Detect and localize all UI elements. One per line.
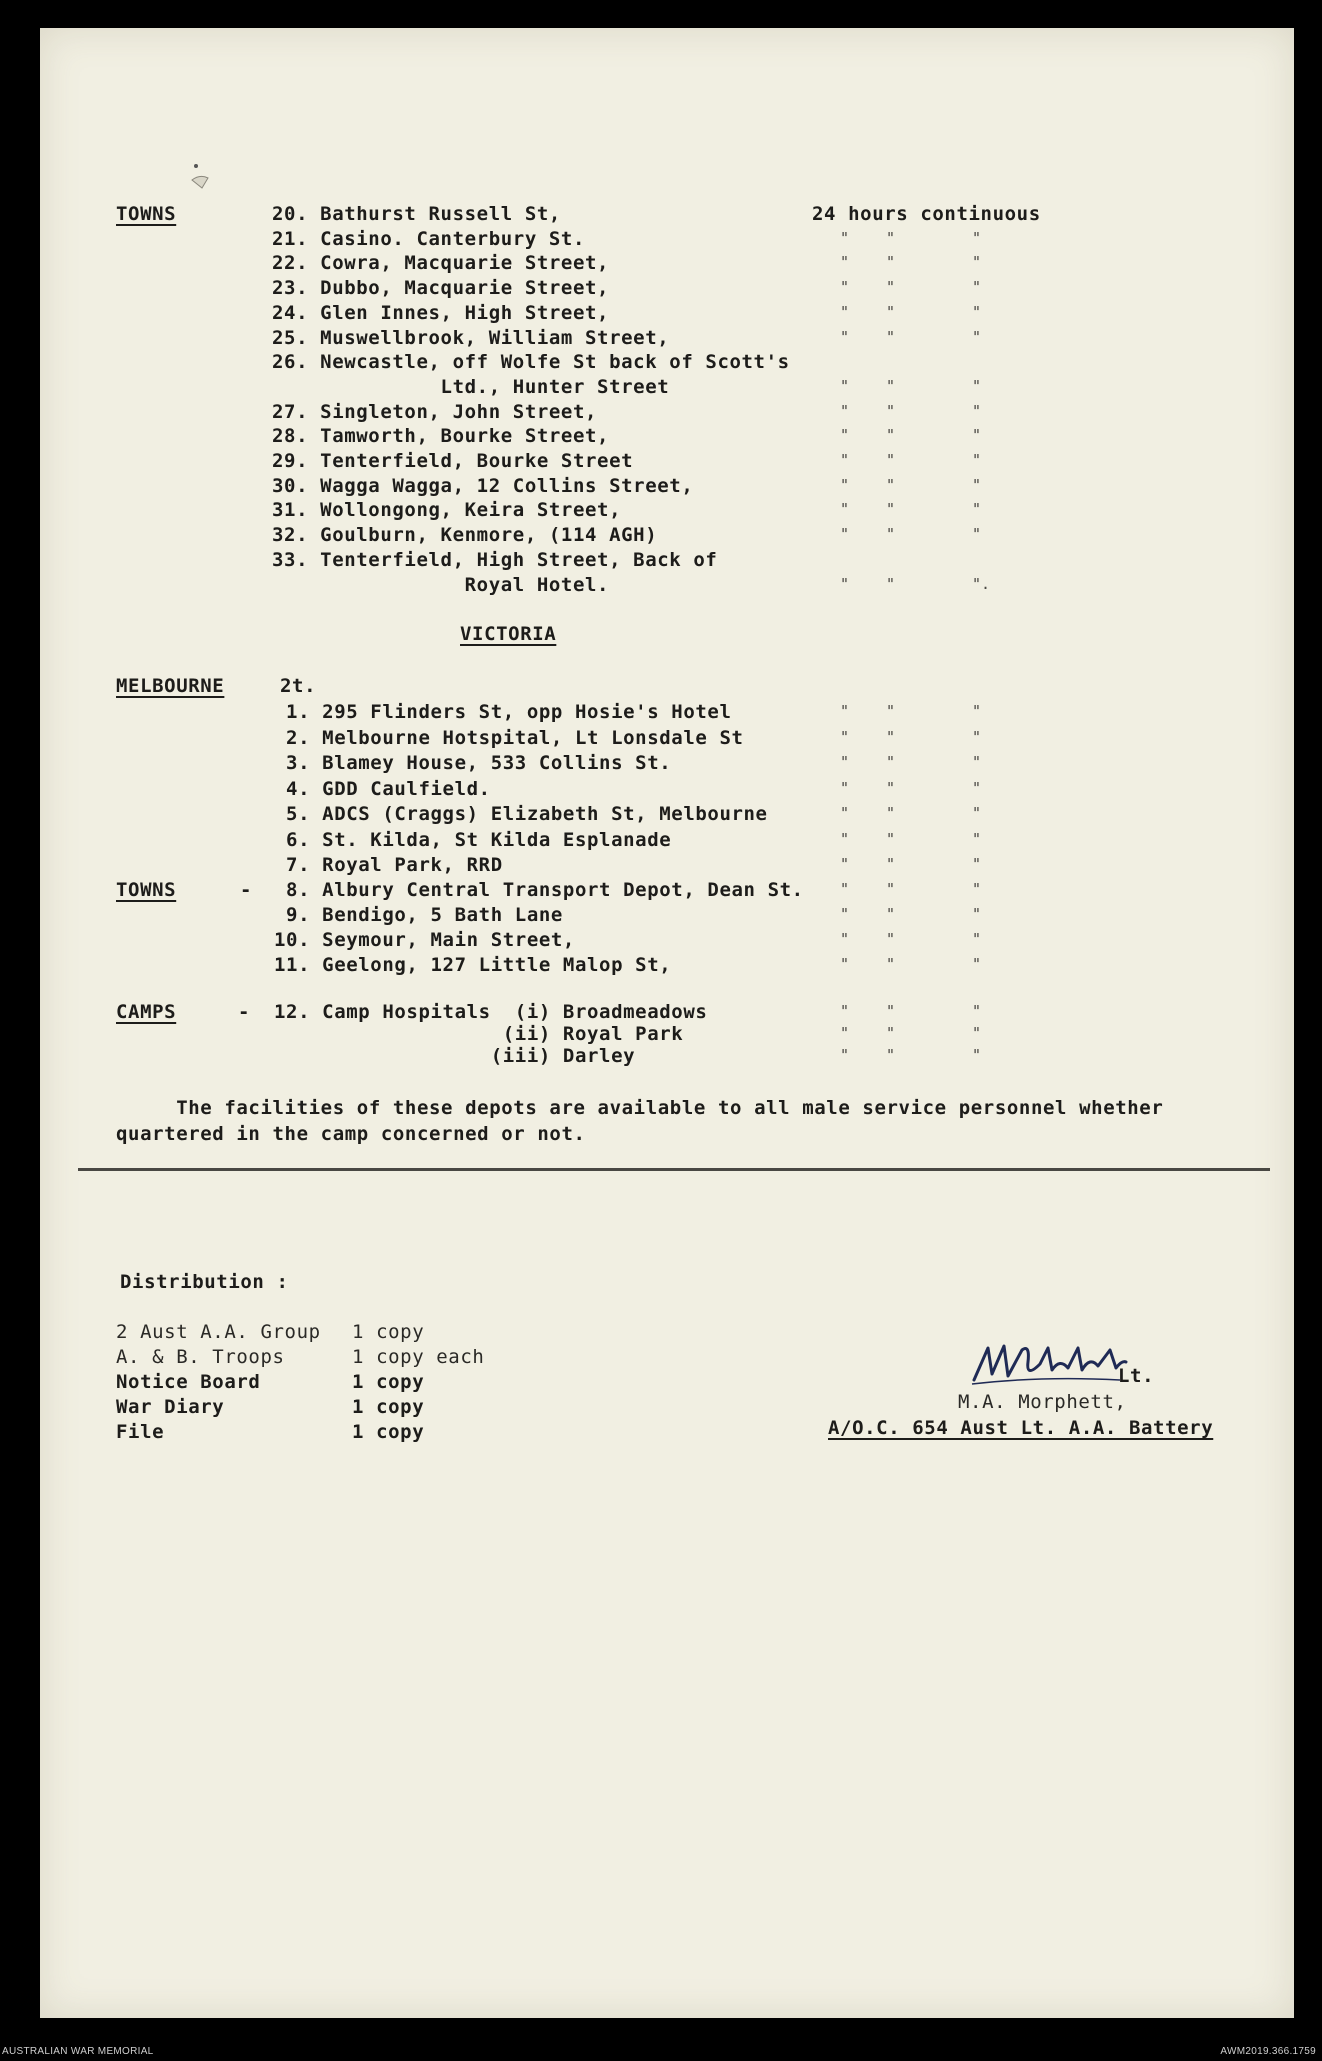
nsw-town-entry: 27. Singleton, John Street,: [272, 400, 598, 423]
nsw-town-entry: 26. Newcastle, off Wolfe St back of Scott's: [272, 351, 790, 374]
camp-hospital-ditto-2: ": [886, 1046, 896, 1064]
nsw-town-ditto-1: ": [840, 278, 850, 297]
camp-hospital-ditto-2: ": [886, 1024, 896, 1042]
signature-name: M.A. Morphett,: [958, 1391, 1127, 1413]
nsw-town-ditto-3: ": [972, 253, 982, 272]
vic-town-ditto-3: ": [972, 880, 982, 898]
nsw-town-ditto-3: ": [972, 228, 982, 247]
nsw-town-ditto-3: ": [972, 525, 982, 544]
melbourne-depot-ditto-1: ": [840, 855, 850, 873]
closing-note-line-2: quartered in the camp concerned or not.: [116, 1123, 586, 1145]
melbourne-depot-entry: 2. Melbourne Hotspital, Lt Lonsdale St: [274, 726, 744, 749]
document-page: [40, 28, 1294, 2018]
nsw-town-entry: Royal Hotel.: [272, 573, 610, 596]
nsw-town-ditto-1: ": [840, 500, 850, 519]
camp-hospital-ditto-2: ": [886, 1002, 896, 1020]
nsw-town-ditto-2: ": [886, 451, 896, 469]
nsw-town-entry: 21. Casino. Canterbury St.: [272, 227, 586, 250]
vic-town-entry: 10. Seymour, Main Street,: [274, 929, 575, 951]
nsw-town-ditto-2: ": [886, 253, 896, 272]
nsw-town-entry: 32. Goulburn, Kenmore, (114 AGH): [272, 524, 658, 547]
nsw-town-ditto-2: ": [886, 278, 896, 297]
distribution-copies: 1 copy each: [352, 1346, 485, 1368]
nsw-town-ditto-3: ": [972, 475, 982, 494]
melbourne-depot-entry: 1. 295 Flinders St, opp Hosie's Hotel: [274, 701, 732, 723]
continuous-hours-note: 24 hours continuous: [812, 203, 1041, 225]
melbourne-heading: MELBOURNE: [116, 675, 225, 697]
nsw-town-ditto-1: ": [840, 451, 850, 469]
vic-town-entry: 11. Geelong, 127 Little Malop St,: [274, 954, 672, 976]
camp-hospital-entry: (ii) Royal Park: [274, 1023, 684, 1045]
nsw-town-ditto-2: ": [886, 228, 896, 247]
nsw-town-ditto-1: ": [840, 426, 850, 445]
nsw-town-ditto-1: ": [840, 302, 850, 321]
nsw-town-entry: 20. Bathurst Russell St,: [272, 203, 561, 225]
vic-town-ditto-1: ": [840, 880, 850, 898]
camp-hospital-ditto-1: ": [840, 1002, 850, 1020]
nsw-town-ditto-1: ": [840, 401, 850, 420]
footer-credit: AUSTRALIAN WAR MEMORIAL: [2, 2046, 154, 2057]
camp-hospital-entry: 12. Camp Hospitals (i) Broadmeadows: [274, 1001, 708, 1023]
nsw-town-ditto-2: ": [886, 376, 896, 395]
vic-town-entry: 8. Albury Central Transport Depot, Dean St.: [274, 879, 804, 901]
melbourne-depot-entry: 7. Royal Park, RRD: [274, 854, 503, 876]
nsw-town-ditto-1: ": [840, 327, 850, 346]
melbourne-depot-ditto-3: ": [972, 778, 982, 797]
vic-town-ditto-1: ": [840, 930, 850, 948]
punch-hole-mark: [188, 160, 214, 190]
signature-title: A/O.C. 654 Aust Lt. A.A. Battery: [828, 1417, 1214, 1439]
nsw-town-ditto-3: ": [972, 500, 982, 519]
melbourne-depot-ditto-2: ": [886, 753, 896, 771]
distribution-copies: 1 copy: [352, 1321, 425, 1343]
vic-town-ditto-3: ": [972, 930, 982, 948]
nsw-town-ditto-2: ": [886, 525, 896, 544]
distribution-recipient: File: [116, 1421, 165, 1443]
vic-town-ditto-1: ": [840, 955, 850, 973]
nsw-town-ditto-3: ".: [972, 574, 991, 593]
distribution-recipient: 2 Aust A.A. Group: [116, 1321, 321, 1343]
nsw-town-entry: 25. Muswellbrook, William Street,: [272, 326, 670, 349]
nsw-town-entry: 23. Dubbo, Macquarie Street,: [272, 277, 610, 300]
nsw-town-entry: 29. Tenterfield, Bourke Street: [272, 450, 634, 472]
melbourne-depot-ditto-3: ": [972, 753, 982, 771]
melbourne-depot-ditto-3: ": [972, 804, 982, 822]
nsw-town-ditto-3: ": [972, 451, 982, 469]
melbourne-depot-ditto-2: ": [886, 702, 896, 720]
nsw-town-ditto-2: ": [886, 401, 896, 420]
nsw-town-ditto-1: ": [840, 376, 850, 395]
camp-hospital-ditto-3: ": [972, 1024, 982, 1042]
nsw-town-entry: Ltd., Hunter Street: [272, 375, 670, 398]
melbourne-depot-entry: 6. St. Kilda, St Kilda Esplanade: [274, 828, 672, 851]
nsw-town-ditto-3: ": [972, 327, 982, 346]
footer-accession-number: AWM2019.366.1759: [1220, 2046, 1316, 2057]
nsw-town-entry: 22. Cowra, Macquarie Street,: [272, 252, 610, 275]
nsw-town-ditto-2: ": [886, 475, 896, 494]
melbourne-depot-entry: 3. Blamey House, 533 Collins St.: [274, 752, 672, 774]
nsw-town-ditto-1: ": [840, 525, 850, 544]
melbourne-depot-ditto-1: ": [840, 727, 850, 746]
nsw-town-ditto-3: ": [972, 426, 982, 445]
nsw-town-entry: 33. Tenterfield, High Street, Back of: [272, 548, 718, 571]
distribution-heading: Distribution :: [120, 1271, 289, 1293]
nsw-town-ditto-1: ": [840, 228, 850, 247]
nsw-town-ditto-3: ": [972, 302, 982, 321]
camp-hospital-ditto-3: ": [972, 1046, 982, 1064]
nsw-towns-heading: TOWNS: [116, 203, 177, 225]
melbourne-depot-ditto-3: ": [972, 727, 982, 746]
melbourne-depot-ditto-1: ": [840, 778, 850, 797]
nsw-town-ditto-1: ": [840, 253, 850, 272]
melbourne-depot-ditto-2: ": [886, 829, 896, 848]
nsw-town-ditto-2: ": [886, 574, 896, 593]
vic-town-ditto-2: ": [886, 955, 896, 973]
melbourne-depot-ditto-1: ": [840, 829, 850, 848]
vic-town-ditto-1: ": [840, 905, 850, 923]
nsw-town-ditto-3: ": [972, 401, 982, 420]
vic-town-ditto-2: ": [886, 880, 896, 898]
distribution-copies: 1 copy: [352, 1371, 425, 1393]
nsw-town-entry: 30. Wagga Wagga, 12 Collins Street,: [272, 474, 694, 497]
nsw-town-entry: 28. Tamworth, Bourke Street,: [272, 425, 610, 448]
nsw-town-entry: 24. Glen Innes, High Street,: [272, 301, 610, 324]
signature-rank: Lt.: [1118, 1365, 1155, 1387]
camps-heading: CAMPS: [116, 1001, 177, 1023]
melbourne-depot-ditto-2: ": [886, 804, 896, 822]
distribution-recipient: A. & B. Troops: [116, 1346, 285, 1368]
horizontal-divider: [78, 1168, 1270, 1171]
melbourne-depot-ditto-3: ": [972, 702, 982, 720]
camp-hospital-ditto-3: ": [972, 1002, 982, 1020]
melbourne-depot-ditto-1: ": [840, 804, 850, 822]
victoria-heading: VICTORIA: [460, 623, 557, 645]
distribution-recipient: Notice Board: [116, 1371, 261, 1393]
melbourne-depot-ditto-2: ": [886, 855, 896, 873]
melbourne-depot-ditto-1: ": [840, 753, 850, 771]
melbourne-depot-ditto-3: ": [972, 829, 982, 848]
melbourne-depot-ditto-1: ": [840, 702, 850, 720]
vic-towns-dash: -: [240, 879, 253, 901]
nsw-town-ditto-1: ": [840, 574, 850, 593]
nsw-town-ditto-2: ": [886, 327, 896, 346]
handwritten-signature: [970, 1340, 1130, 1388]
melbourne-depot-ditto-2: ": [886, 778, 896, 797]
vic-town-ditto-2: ": [886, 930, 896, 948]
distribution-copies: 1 copy: [352, 1421, 425, 1443]
nsw-town-ditto-3: ": [972, 376, 982, 395]
camps-dash: -: [238, 1001, 251, 1023]
camp-hospital-entry: (iii) Darley: [274, 1045, 636, 1067]
vic-town-ditto-3: ": [972, 955, 982, 973]
camp-hospital-ditto-1: ": [840, 1046, 850, 1064]
melbourne-depot-ditto-2: ": [886, 727, 896, 746]
nsw-town-ditto-2: ": [886, 426, 896, 445]
nsw-town-ditto-2: ": [886, 500, 896, 519]
distribution-copies: 1 copy: [352, 1396, 425, 1418]
distribution-recipient: War Diary: [116, 1396, 225, 1418]
vic-town-entry: 9. Bendigo, 5 Bath Lane: [274, 904, 563, 926]
camp-hospital-ditto-1: ": [840, 1024, 850, 1042]
nsw-town-ditto-2: ": [886, 302, 896, 321]
melbourne-depot-entry: 5. ADCS (Craggs) Elizabeth St, Melbourne: [274, 803, 768, 825]
melbourne-mark: 2t.: [280, 675, 317, 697]
vic-towns-heading: TOWNS: [116, 879, 177, 901]
vic-town-ditto-3: ": [972, 905, 982, 923]
nsw-town-ditto-1: ": [840, 475, 850, 494]
nsw-town-entry: 31. Wollongong, Keira Street,: [272, 499, 622, 522]
vic-town-ditto-2: ": [886, 905, 896, 923]
melbourne-depot-ditto-3: ": [972, 855, 982, 873]
closing-note-line-1: The facilities of these depots are available to all male service personnel whether: [116, 1097, 1164, 1119]
melbourne-depot-entry: 4. GDD Caulfield.: [274, 777, 491, 800]
nsw-town-ditto-3: ": [972, 278, 982, 297]
